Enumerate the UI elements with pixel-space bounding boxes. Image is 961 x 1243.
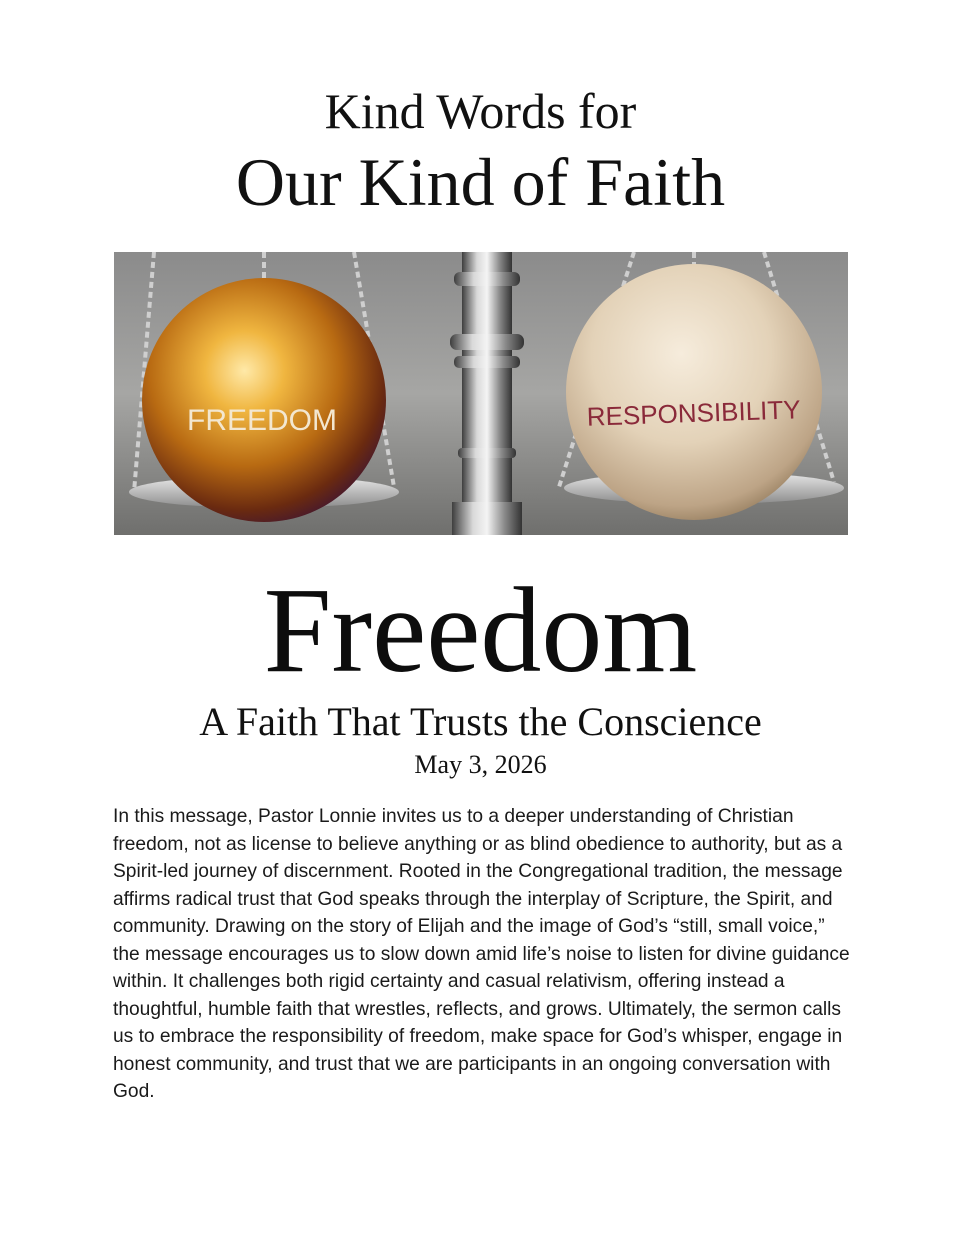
gold-sphere: [142, 278, 386, 522]
responsibility-label: RESPONSIBILITY: [586, 394, 802, 432]
sermon-subtitle: A Faith That Trusts the Conscience: [199, 699, 762, 744]
series-title-line1: Kind Words for: [324, 83, 637, 139]
sermon-title: Freedom: [263, 563, 698, 698]
freedom-label: FREEDOM: [187, 404, 337, 437]
wood-sphere: [566, 264, 822, 520]
scale-image: [114, 252, 848, 535]
series-title-line2: Our Kind of Faith: [235, 144, 726, 220]
series-title: [0, 83, 961, 220]
sermon-summary: In this message, Pastor Lonnie invites us to a deeper understanding of Christian freedom, not as license to believe anything or as blind obedience to authority, but as a Spirit-led journey of discernment. Rooted in the Congregational tradition, the message affirms radical trust that God speaks through the interplay of Scripture, the Spirit, and community. Drawing on the story of Elijah and the image of God’s “still, small voice,” the message encourages us to slow down amid life’s noise to listen for divine guidance within. It challenges both rigid certainty and casual relativism, offering instead a thoughtful, humble faith that wrestles, reflects, and grows. Ultimately, the sermon calls us to embrace the responsibility of freedom, make space for God’s whisper, engage in honest community, and trust that we are participants in an ongoing conversation with God.: [113, 806, 850, 1102]
sermon-date: May 3, 2026: [414, 750, 547, 779]
balance-scale-illustration: [114, 252, 848, 535]
